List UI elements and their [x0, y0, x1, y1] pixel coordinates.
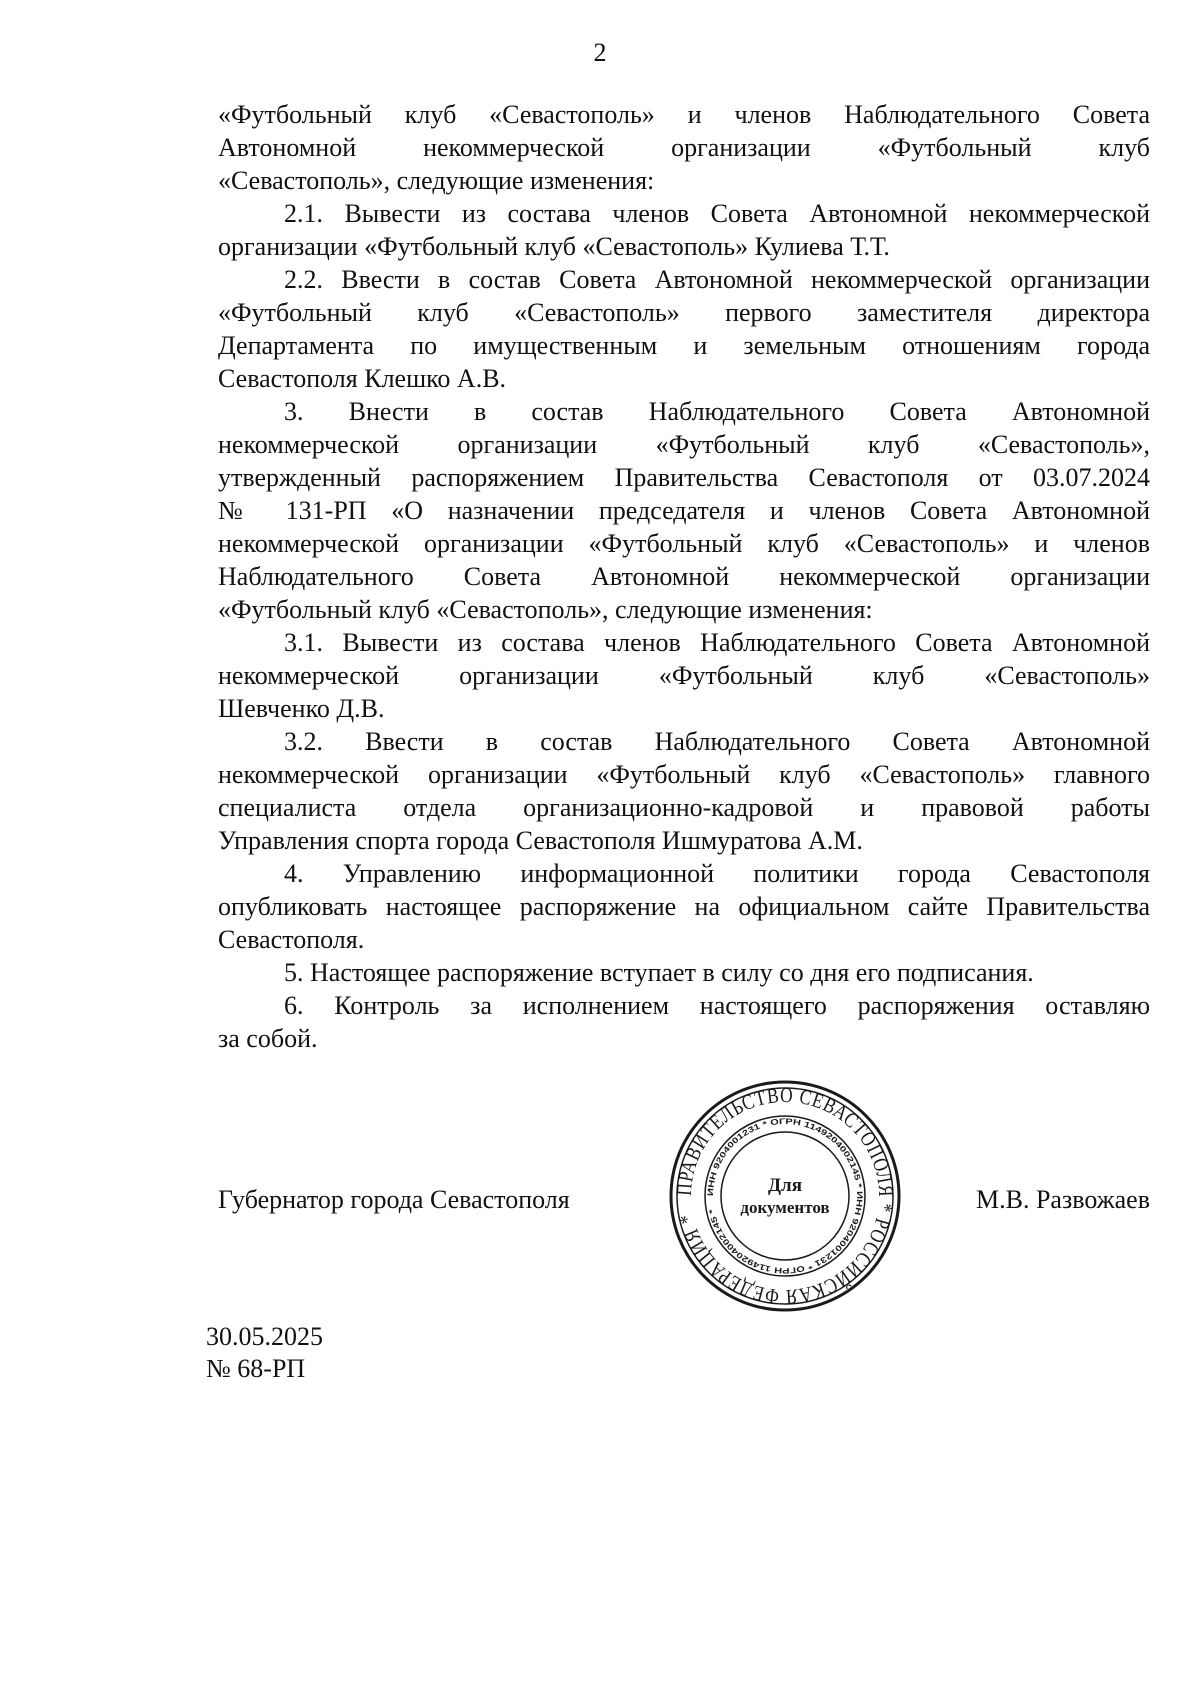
body-line: утвержденный распоряжением Правительства Севастополя от 03.07.2024 [218, 463, 1150, 492]
body-line: специалиста отдела организационно-кадровой и правовой работы [218, 793, 1150, 822]
body-line: 3.2. Ввести в состав Наблюдательного Совета Автономной [284, 727, 1150, 756]
body-line: опубликовать настоящее распоряжение на официальном сайте Правительства [218, 892, 1150, 921]
seal-middle-border [705, 1116, 865, 1276]
document-meta [206, 1321, 323, 1385]
body-line: 2.1. Вывести из состава членов Совета Автономной некоммерческой [284, 199, 1150, 228]
body-line: 3. Внести в состав Наблюдательного Совета Автономной [284, 397, 1150, 426]
body-line: некоммерческой организации «Футбольный клуб «Севастополь» главного [218, 760, 1150, 789]
body-line: № 131-РП «О назначении председателя и членов Совета Автономной [218, 496, 1150, 525]
body-line: «Футбольный клуб «Севастополь» первого заместителя директора [218, 298, 1150, 327]
body-line: Шевченко Д.В. [218, 694, 385, 723]
body-line: 6. Контроль за исполнением настоящего распоряжения оставляю [284, 991, 1150, 1020]
body-line: Департамента по имущественным и земельным отношениям города [218, 331, 1150, 360]
seal-center-line-2: документов [740, 1198, 830, 1217]
official-seal [667, 1078, 903, 1314]
body-line: 5. Настоящее распоряжение вступает в силу со дня его подписания. [284, 958, 1034, 987]
document-date: 30.05.2025 [206, 1322, 323, 1351]
seal-outer-text: ПРАВИТЕЛЬСТВО СЕВАСТОПОЛЯ * РОССИЙСКАЯ ФЕДЕРАЦИЯ * [671, 1082, 899, 1310]
seal-inner-border [721, 1132, 849, 1260]
document-body [218, 98, 1150, 1055]
body-line: 2.2. Ввести в состав Совета Автономной некоммерческой организации [284, 265, 1150, 294]
body-line: некоммерческой организации «Футбольный клуб «Севастополь» и членов [218, 529, 1150, 558]
body-line: Севастополя. [218, 925, 365, 954]
seal-inner-text: ИНН 9204001231 * ОГРН 1149204002145 * ИНН 9204001231 * ОГРН 1149204002145 * [705, 1116, 865, 1276]
body-line: Наблюдательного Совета Автономной некоммерческой организации [218, 562, 1150, 591]
body-line: «Футбольный клуб «Севастополь» и членов Наблюдательного Совета [218, 100, 1150, 129]
body-line: 4. Управлению информационной политики города Севастополя [284, 859, 1150, 888]
body-line: 3.1. Вывести из состава членов Наблюдательного Совета Автономной [284, 628, 1150, 657]
body-line: за собой. [218, 1024, 318, 1053]
seal-center-line-1: Для [767, 1175, 803, 1196]
body-line: некоммерческой организации «Футбольный клуб «Севастополь» [218, 661, 1150, 690]
body-line: «Севастополь», следующие изменения: [218, 166, 655, 195]
body-line: Автономной некоммерческой организации «Футбольный клуб [218, 133, 1150, 162]
body-line: некоммерческой организации «Футбольный клуб «Севастополь», [218, 430, 1150, 459]
page-number: 2 [593, 38, 607, 67]
document-number: № 68-РП [206, 1354, 306, 1383]
signer-name: М.В. Развожаев [975, 1185, 1150, 1214]
body-line: Управления спорта города Севастополя Ишмуратова А.М. [218, 826, 863, 855]
body-line: организации «Футбольный клуб «Севастополь» Кулиева Т.Т. [218, 232, 890, 261]
body-line: Севастополя Клешко А.В. [218, 364, 507, 393]
signer-position: Губернатор города Севастополя [218, 1185, 570, 1214]
body-line: «Футбольный клуб «Севастополь», следующие изменения: [218, 595, 873, 624]
